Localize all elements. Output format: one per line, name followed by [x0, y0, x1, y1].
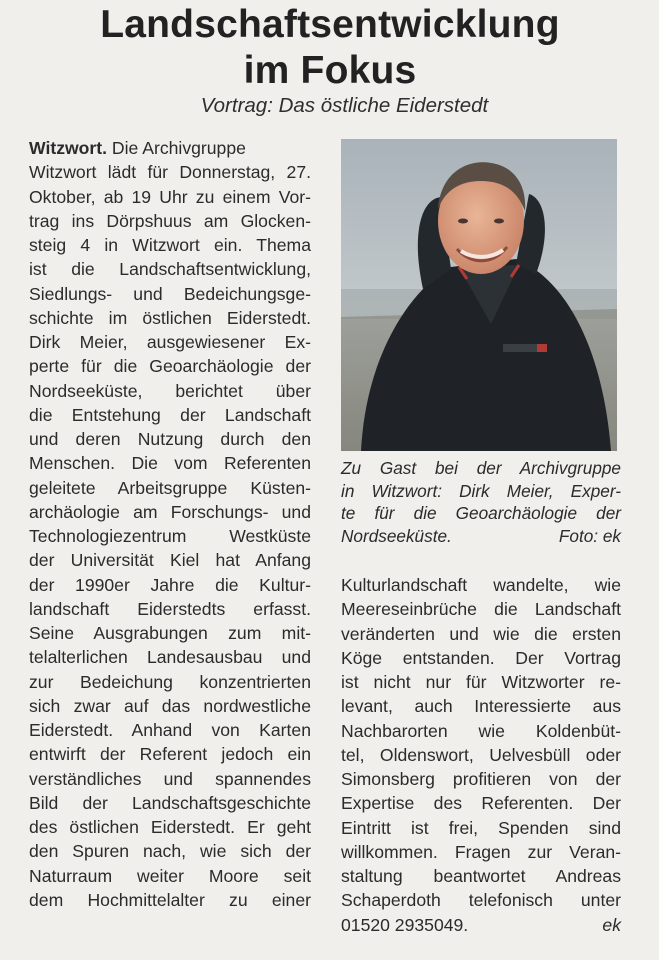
article-line: Bild der Landschaftsgeschichte [29, 792, 311, 813]
headline-line-1: Landschaftsentwicklung [100, 3, 560, 46]
headline [20, 2, 640, 94]
article-line: steig 4 in Witzwort ein. Thema [29, 235, 311, 255]
photo-caption [341, 457, 621, 547]
article-line: den Spuren nach, wie sich der [29, 841, 311, 862]
article-line: levant, auch Interessierte aus [341, 696, 621, 717]
article-line: die Entstehung der Landschaft [29, 404, 311, 425]
article-line: entwirft der Referent jedoch ein [29, 744, 311, 765]
article-line: Siedlungs- und Bedeichungsge- [29, 283, 311, 304]
article-line [29, 136, 311, 160]
article-line: ist nicht nur für Witzworter re- [341, 672, 621, 692]
article-line: archäologie am Forschungs- und [29, 501, 311, 522]
article-line: und deren Nutzung durch den [29, 429, 311, 449]
article-line: telalterlichen Landesausbau und [29, 647, 311, 668]
article-line: Nachbarorten wie Koldenbüt- [341, 720, 621, 741]
article-line: Technologiezentrum Westküste [29, 526, 311, 546]
article-line: Naturraum weiter Moore seit [29, 865, 311, 886]
phone-number: 01520 2935049. [341, 914, 469, 935]
photo-credit: Foto: ek [558, 525, 621, 546]
article-line: ist die Landschaftsentwicklung, [29, 259, 311, 280]
caption-line: Zu Gast bei der Archivgruppe [341, 458, 621, 478]
caption-last-text: Nordseeküste. [341, 525, 452, 546]
article-left-column [29, 136, 311, 912]
dateline: Witzwort. [29, 138, 108, 158]
article-line: Kulturlandschaft wandelte, wie [341, 575, 621, 595]
article-line: Eiderstedt. Anhand von Karten [29, 720, 311, 740]
speaker-portrait-image [341, 139, 617, 451]
article-line: Oktober, ab 19 Uhr zu einem Vor- [29, 186, 311, 207]
subheadline: Vortrag: Das östliche Eiderstedt [200, 94, 489, 117]
article-line: perte für die Geoarchäologie der [29, 356, 311, 377]
article-line: Nordseeküste, berichtet über [29, 380, 311, 401]
article-line: tel, Oldenswort, Uelvesbüll oder [341, 744, 621, 765]
article-line: Dirk Meier, ausgewiesener Ex- [29, 332, 311, 352]
article-right-column [341, 573, 621, 937]
speaker-photo [341, 139, 617, 451]
caption-line: in Witzwort: Dirk Meier, Exper- [341, 480, 621, 501]
article-line: Eintritt ist frei, Spenden sind [341, 817, 621, 838]
article-line: Expertise des Referenten. Der [341, 793, 621, 814]
article-line: dem Hochmittelalter zu einer [29, 889, 311, 910]
article-line: Schaperdoth telefonisch unter [341, 890, 621, 911]
article-line-text: Die Archivgruppe [107, 138, 246, 158]
article-line: Menschen. Die vom Referenten [29, 453, 311, 474]
article-line: Seine Ausgrabungen zum mit- [29, 623, 311, 643]
caption-line: te für die Geoarchäologie der [341, 503, 621, 523]
article-line: staltung beantwortet Andreas [341, 866, 621, 886]
article-line: der Universität Kiel hat Anfang [29, 550, 311, 571]
article-line: verständliches und spannendes [29, 768, 311, 789]
article-line: willkommen. Fragen zur Veran- [341, 841, 621, 862]
headline-line-2: im Fokus [243, 49, 417, 92]
article-line: veränderten und wie die ersten [341, 623, 621, 644]
article-line: landschaft Eiderstedts erfasst. [29, 598, 311, 619]
article-line: Köge entstanden. Der Vortrag [341, 647, 621, 668]
article-line: Witzwort lädt für Donnerstag, 27. [29, 162, 311, 183]
author-signature: ek [602, 914, 621, 935]
caption-last-line [341, 525, 621, 548]
article-line: sich zwar auf das nordwestliche [29, 695, 311, 716]
article-line: Meereseinbrüche die Landschaft [341, 599, 621, 620]
article-last-line [341, 913, 621, 937]
article-line: zur Bedeichung konzentrierten [29, 671, 311, 692]
article-line: geleitete Arbeitsgruppe Küsten- [29, 477, 311, 498]
article-line: trag ins Dörpshuus am Glocken- [29, 210, 311, 231]
article-line: schichte im östlichen Eiderstedt. [29, 307, 311, 328]
article-line: der 1990er Jahre die Kultur- [29, 574, 311, 595]
article-line: des östlichen Eiderstedt. Er geht [29, 817, 311, 837]
article-line: Simonsberg profitieren von der [341, 769, 621, 789]
